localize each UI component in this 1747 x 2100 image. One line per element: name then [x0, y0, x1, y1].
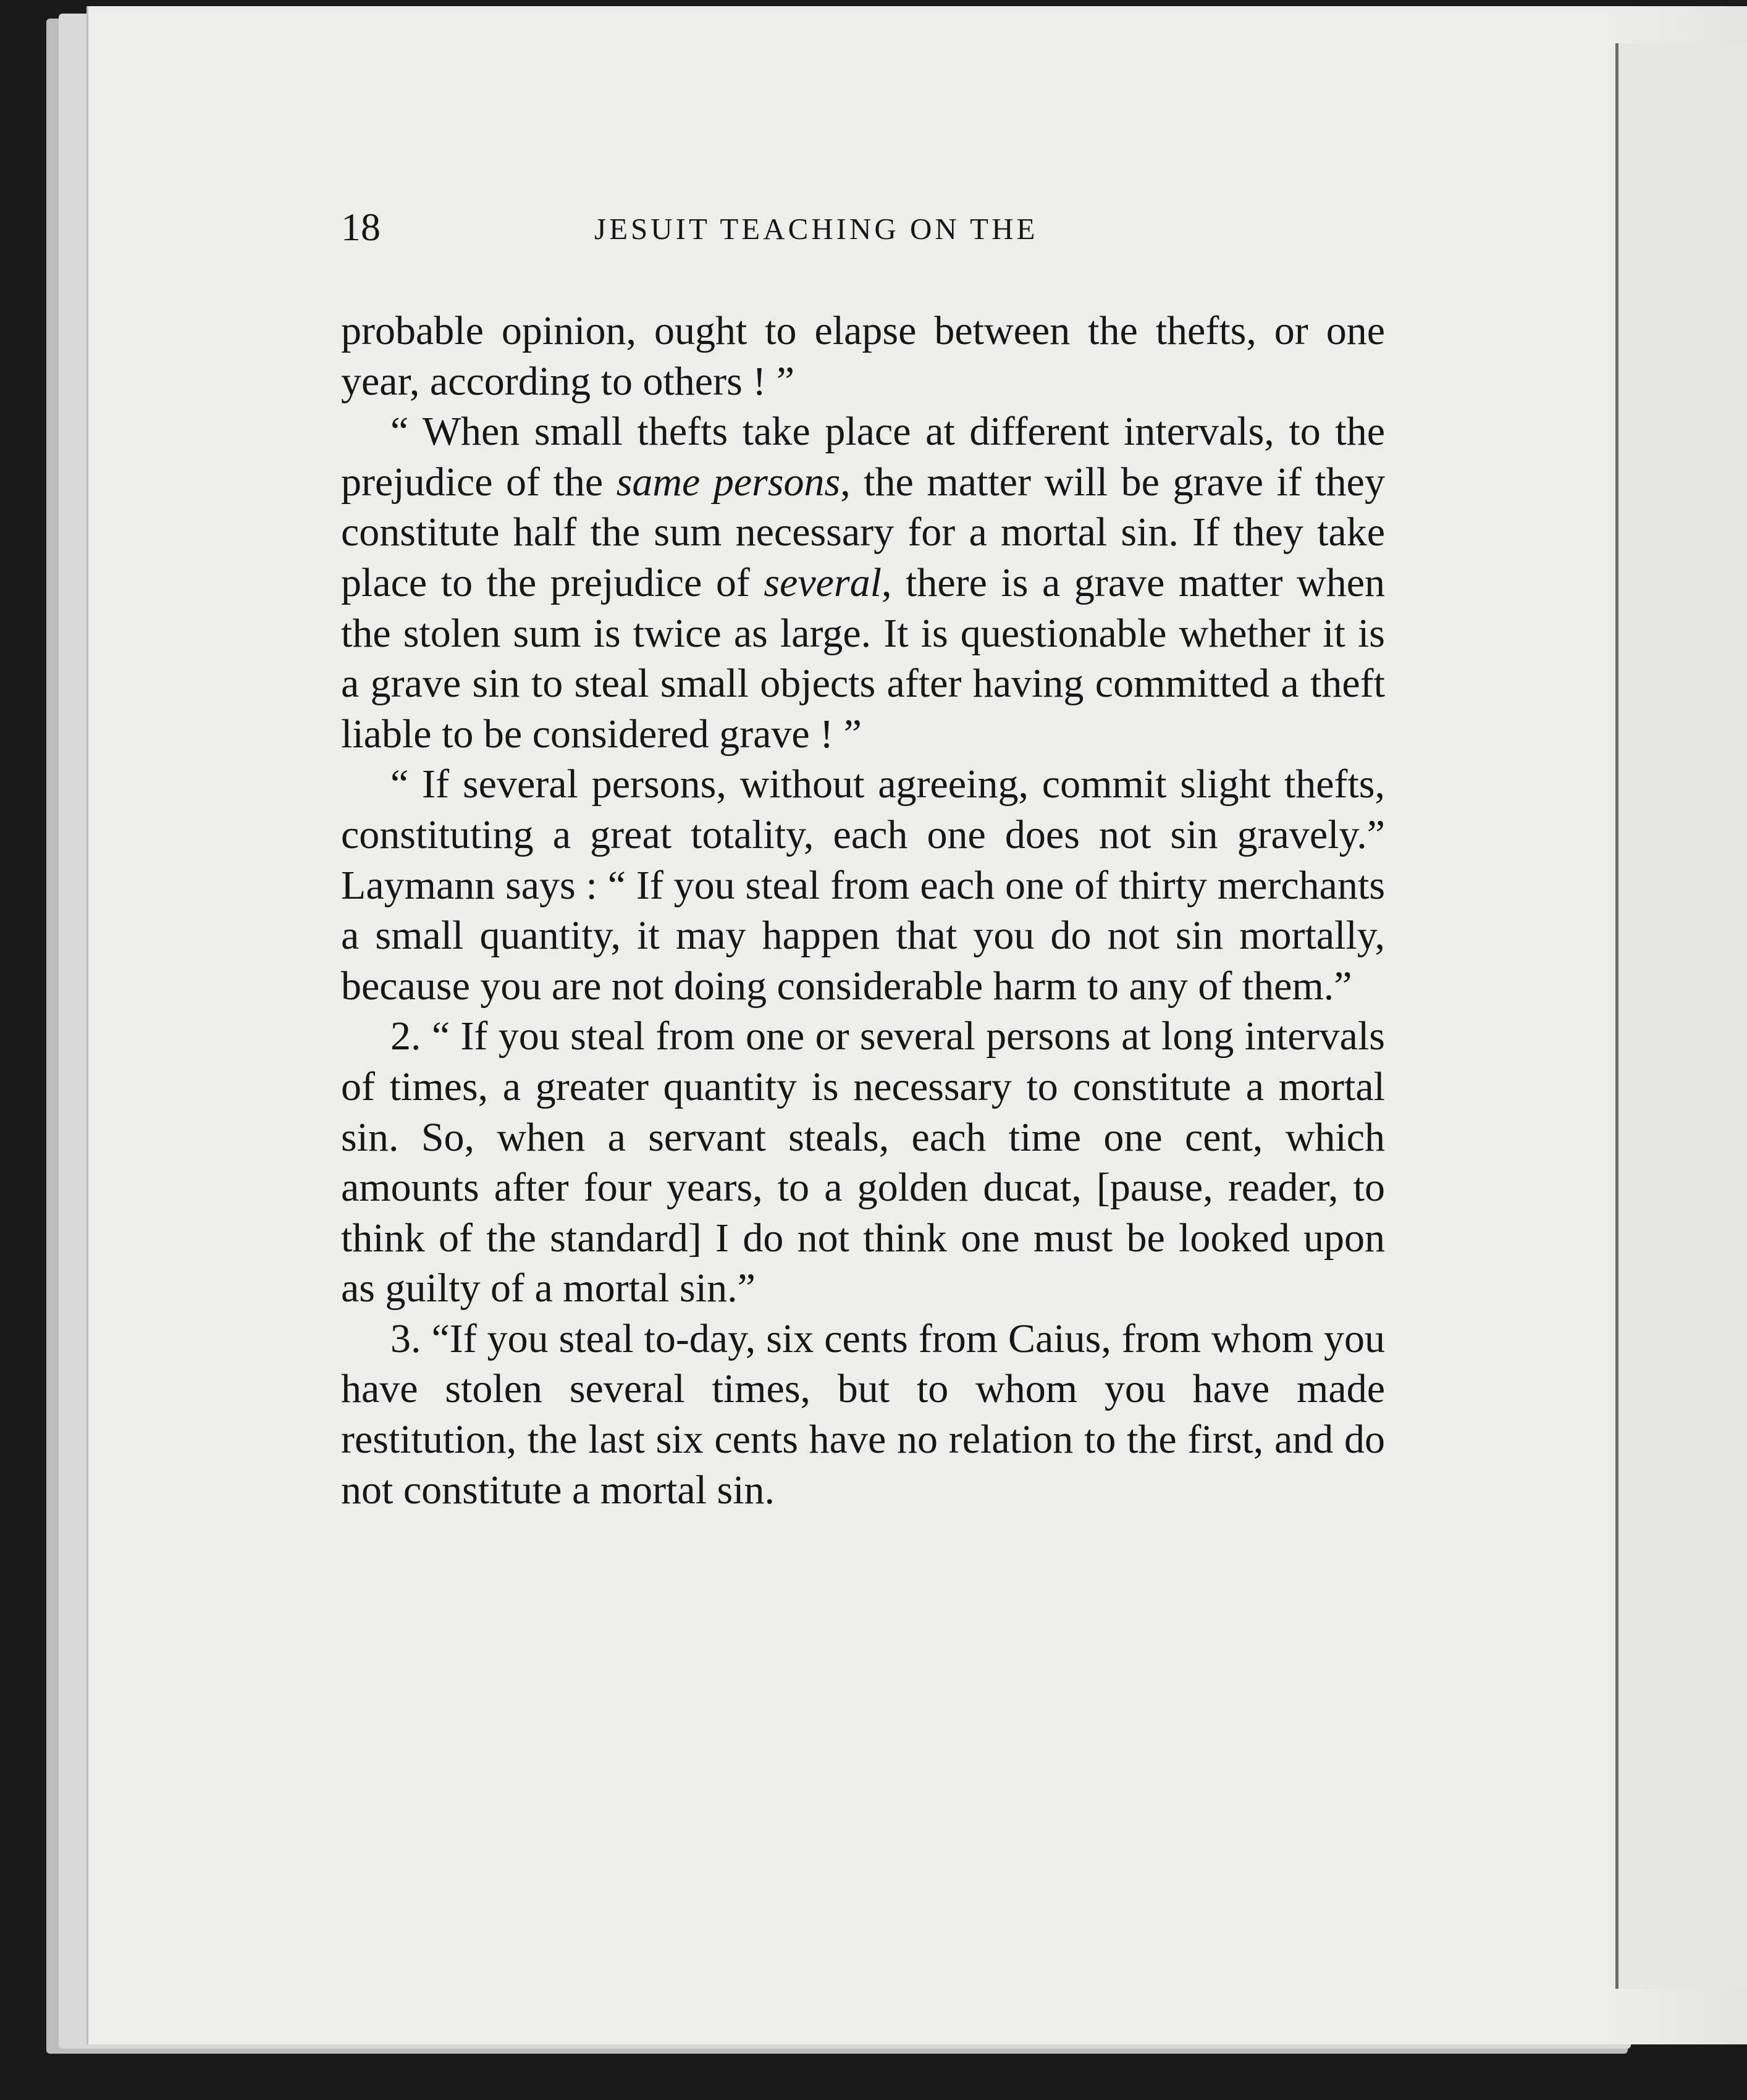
facing-page-edge	[1619, 43, 1747, 1989]
text-span: “ When small thefts take place at different intervals, to the prejudice of the	[341, 409, 1385, 505]
page-number: 18	[341, 205, 381, 249]
text-span: , there is a grave matter when the stolen sum is twice as large. It is questionable whether it is a grave sin to steal small objects after having committed a theft liable to be considered grave ! ”	[341, 560, 1385, 757]
page-header	[341, 203, 1391, 252]
paragraph	[341, 406, 1385, 759]
italic-text: several	[764, 560, 882, 605]
paragraph: 2. “ If you steal from one or several persons at long intervals of times, a greater quantity is necessary to constitute a mortal sin. So, when a servant steals, each time one cent, which amounts after four years, to a golden ducat, [pause, reader, to think of the standard] I do not think one must be looked upon as guilty of a mortal sin.”	[341, 1014, 1385, 1311]
running-head: JESUIT TEACHING ON THE	[594, 212, 1038, 246]
italic-text: same persons	[616, 459, 841, 505]
paragraph: probable opinion, ought to elapse between the thefts, or one year, according to others ! ”	[341, 308, 1385, 404]
paragraph: “ If several persons, without agreeing, commit slight thefts, constituting a great totality, each one does not sin gravely.” Laymann says : “ If you steal from each one of thirty merchants a small quantity, it may happen that you do not sin mortally, because you are not doing considerable harm to any of them.”	[341, 762, 1385, 1009]
text-span: , the matter will be grave if they constitute half the sum necessary for a mortal sin. If they take place to the prejudice of	[341, 459, 1385, 605]
book-gutter	[1615, 43, 1619, 1989]
body-text	[341, 306, 1385, 1515]
paragraph: 3. “If you steal to-day, six cents from Caius, from whom you have stolen several times, but to whom you have made restitution, the last six cents have no relation to the first, and do not constitute a mortal sin.	[341, 1316, 1385, 1513]
